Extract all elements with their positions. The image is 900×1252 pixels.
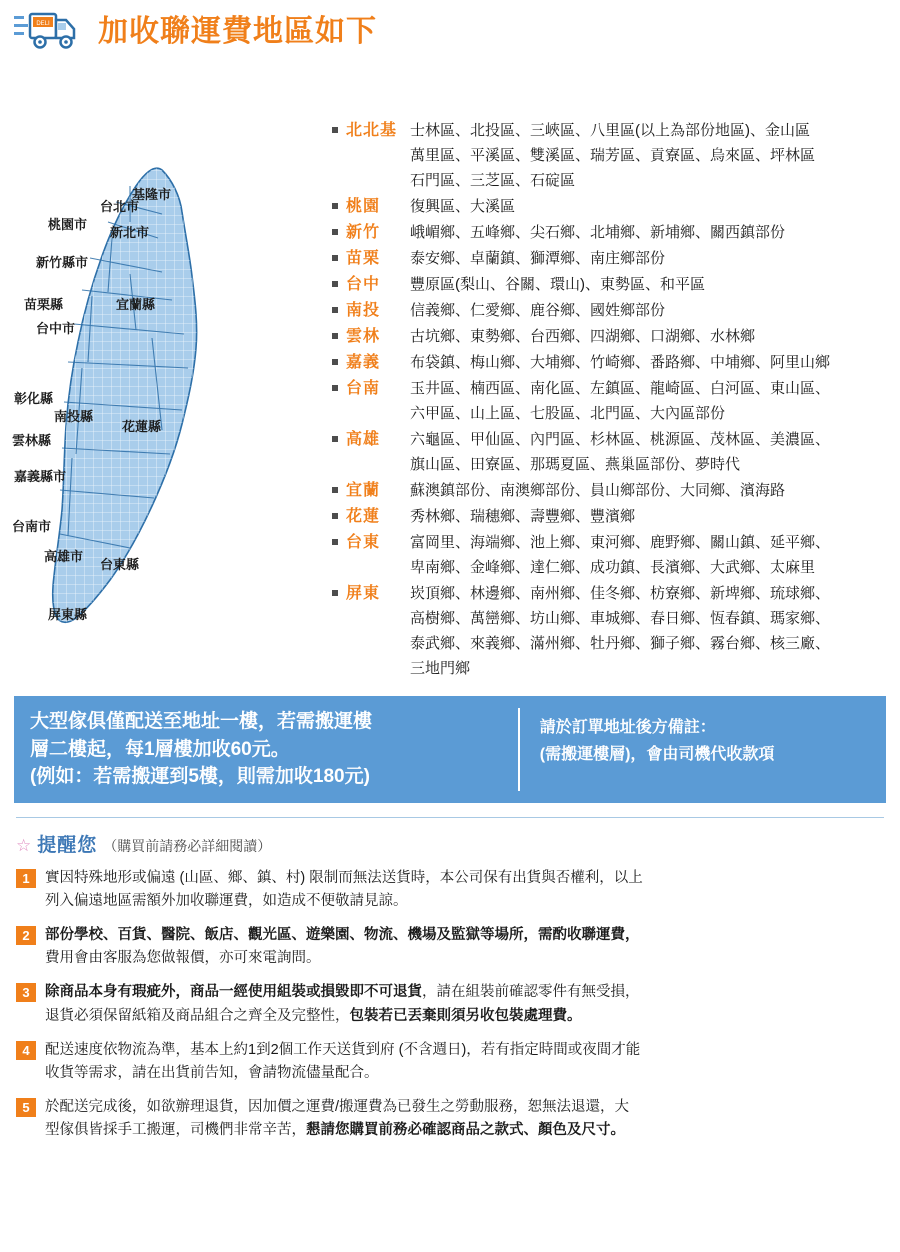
- notice-line: (例如：若需搬運到5樓，則需加收180元): [30, 766, 370, 788]
- main-content: [0, 58, 900, 682]
- area-detail-line: 秀林鄉、瑞穗鄉、壽豐鄉、豐濱鄉: [410, 508, 636, 525]
- note-line-part: 於配送完成後，如欲辦理退貨，因加價之運費/搬運費為已發生之勞動服務，恕無法退還，大: [45, 1099, 630, 1116]
- map-label-hualien: 花蓮縣: [122, 419, 162, 434]
- area-name: 嘉義: [346, 354, 381, 371]
- area-row: [332, 478, 888, 503]
- area-detail-line: 六甲區、山上區、七股區、北門區、大內區部份: [410, 405, 726, 422]
- bullet-icon: [332, 350, 346, 365]
- area-detail: [410, 504, 888, 529]
- area-name: 北北基: [346, 122, 398, 139]
- area-row: [332, 298, 888, 323]
- note-number: 3: [16, 983, 36, 1002]
- area-detail-line: 玉井區、楠西區、南化區、左鎮區、龍崎區、白河區、東山區、: [410, 380, 831, 397]
- area-detail-line: 豐原區(梨山、谷關、環山)、東勢區、和平區: [410, 276, 705, 293]
- map-label-hsinchu: 新竹縣市: [36, 255, 89, 270]
- map-label-newtaipei: 新北市: [110, 225, 150, 240]
- note-number: 5: [16, 1098, 36, 1117]
- area-name: 南投: [346, 302, 381, 319]
- area-detail: [410, 324, 888, 349]
- bullet-icon: [332, 220, 346, 235]
- area-name: 高雄: [346, 431, 381, 448]
- map-label-kaohsiung: 高雄市: [44, 549, 84, 564]
- map-label-taitung: 台東縣: [100, 557, 140, 572]
- area-detail: [410, 530, 888, 580]
- area-detail: [410, 427, 888, 477]
- bullet-icon: [332, 118, 346, 133]
- area-detail: [410, 376, 888, 426]
- area-detail-line: 三地門鄉: [410, 660, 471, 677]
- area-detail-line: 六龜區、甲仙區、內門區、杉林區、桃源區、茂林區、美濃區、: [410, 431, 831, 448]
- area-detail-line: 士林區、北投區、三峽區、八里區(以上為部份地區)、金山區: [410, 122, 810, 139]
- map-label-tainan: 台南市: [12, 519, 52, 534]
- area-name: 苗栗: [346, 250, 381, 267]
- bullet-icon: [332, 246, 346, 261]
- note-text: [45, 924, 884, 970]
- area-row: [332, 118, 888, 193]
- map-label-taichung: 台中市: [36, 321, 76, 336]
- notice-line: 請於訂單地址後方備註：: [539, 719, 716, 736]
- bullet-icon: [332, 324, 346, 339]
- taiwan-map-graphic: [12, 62, 332, 662]
- note-item: [16, 1039, 884, 1085]
- bullet-icon: [332, 376, 346, 391]
- bullet-icon: [332, 504, 346, 519]
- page-title: 加收聯運費地區如下: [98, 14, 377, 48]
- area-detail-line: 古坑鄉、東勢鄉、台西鄉、四湖鄉、口湖鄉、水林鄉: [410, 328, 756, 345]
- area-name: 屏東: [346, 585, 381, 602]
- star-icon: ☆: [16, 835, 32, 855]
- area-detail-line: 泰安鄉、卓蘭鎮、獅潭鄉、南庄鄉部份: [410, 250, 666, 267]
- note-line-part: 部份學校、百貨、醫院、飯店、觀光區、遊樂園、物流、機場及監獄等場所，需酌收聯運費，: [45, 927, 640, 944]
- notice-line: 大型傢俱僅配送至地址一樓，若需搬運樓: [30, 711, 373, 732]
- note-item: [16, 981, 884, 1027]
- notice-line: 層二樓起，每1層樓加收60元。: [30, 738, 290, 760]
- area-detail: [410, 246, 888, 271]
- map-label-pingtung: 屏東縣: [48, 607, 88, 622]
- area-detail-line: 復興區、大溪區: [410, 198, 516, 215]
- reminder-title: 提醒您: [37, 834, 98, 856]
- note-item: [16, 867, 884, 913]
- area-name: 新竹: [346, 224, 381, 241]
- note-text: [45, 1096, 884, 1142]
- note-line-part: 實因特殊地形或偏遠 (山區、鄉、鎮、村) 限制而無法送貨時，本公司保有出貨與否權利，以上: [45, 869, 643, 886]
- area-row: [332, 324, 888, 349]
- area-name: 台南: [346, 380, 381, 397]
- area-row: [332, 220, 888, 245]
- note-line-part: 退貨必須保留紙箱及商品組合之齊全及完整性，: [45, 1007, 350, 1024]
- bullet-icon: [332, 298, 346, 313]
- bullet-icon: [332, 478, 346, 493]
- notice-right-text: [520, 708, 886, 791]
- area-row: [332, 246, 888, 271]
- area-detail-line: 旗山區、田寮區、那瑪夏區、燕巢區部份、夢時代: [410, 456, 741, 473]
- note-line-part: 懇請您購買前務必確認商品之款式、顏色及尺寸。: [306, 1122, 625, 1139]
- bullet-icon: [332, 427, 346, 442]
- map-label-keelung: 基隆市: [132, 187, 172, 202]
- area-row: [332, 504, 888, 529]
- area-detail: [410, 350, 888, 375]
- area-row: [332, 350, 888, 375]
- area-detail-line: 泰武鄉、來義鄉、滿州鄉、牡丹鄉、獅子鄉、霧台鄉、核三廠、: [410, 635, 831, 652]
- map-label-taoyuan: 桃園市: [48, 217, 88, 232]
- area-detail-line: 卑南鄉、金峰鄉、達仁鄉、成功鎮、長濱鄉、大武鄉、太麻里: [410, 559, 816, 576]
- area-detail-line: 崁頂鄉、林邊鄉、南州鄉、佳冬鄉、枋寮鄉、新埤鄉、琉球鄉、: [410, 585, 831, 602]
- reminder-heading: [16, 830, 884, 857]
- area-row: [332, 194, 888, 219]
- delivery-truck-icon: [14, 8, 88, 54]
- note-text: [45, 1039, 884, 1085]
- area-row: [332, 427, 888, 477]
- note-line-part: 包裝若已丟棄則須另收包裝處理費。: [349, 1007, 582, 1024]
- area-name: 宜蘭: [346, 482, 381, 499]
- area-detail-line: 峨嵋鄉、五峰鄉、尖石鄉、北埔鄉、新埔鄉、關西鎮部份: [410, 224, 786, 241]
- area-detail-line: 高樹鄉、萬巒鄉、坊山鄉、車城鄉、春日鄉、恆春鎮、瑪家鄉、: [410, 610, 831, 627]
- notice-left-text: [14, 708, 520, 791]
- area-detail: [410, 118, 888, 193]
- area-name: 台中: [346, 276, 381, 293]
- svg-text:DELI: DELI: [36, 21, 50, 27]
- area-row: [332, 581, 888, 681]
- area-detail: [410, 220, 888, 245]
- area-row: [332, 530, 888, 580]
- notice-line: (需搬運樓層)，會由司機代收款項: [539, 746, 775, 764]
- map-label-chiayi: 嘉義縣市: [14, 469, 67, 484]
- area-name: 台東: [346, 534, 381, 551]
- note-line-part: ，請在組裝前確認零件有無受損，: [422, 984, 640, 1001]
- area-row: [332, 376, 888, 426]
- area-name: 花蓮: [346, 508, 381, 525]
- bullet-icon: [332, 530, 346, 545]
- bullet-icon: [332, 581, 346, 596]
- area-detail: [410, 581, 888, 681]
- note-text: [45, 867, 884, 913]
- reminder-section: [16, 817, 884, 1143]
- note-line-part: 配送速度依物流為準，基本上約1到2個工作天送貨到府 (不含週日)，若有指定時間或夜間才能: [45, 1041, 641, 1058]
- surcharge-area-list: [332, 62, 888, 682]
- area-detail: [410, 272, 888, 297]
- note-line-part: 型傢俱皆採手工搬運，司機們非常辛苦，: [45, 1122, 306, 1139]
- area-detail: [410, 298, 888, 323]
- note-line-part: 費用會由客服為您做報價，亦可來電詢問。: [45, 950, 321, 967]
- note-text: [45, 981, 884, 1027]
- page-header: [0, 0, 900, 58]
- area-detail-line: 石門區、三芝區、石碇區: [410, 172, 576, 189]
- map-label-miaoli: 苗栗縣: [24, 297, 64, 312]
- area-detail-line: 富岡里、海端鄉、池上鄉、東河鄉、鹿野鄉、關山鎮、延平鄉、: [410, 534, 831, 551]
- area-name: 雲林: [346, 328, 381, 345]
- note-item: [16, 1096, 884, 1142]
- area-detail-line: 蘇澳鎮部份、南澳鄉部份、員山鄉部份、大同鄉、濱海路: [410, 482, 786, 499]
- map-label-yilan: 宜蘭縣: [116, 297, 156, 312]
- map-label-taipei: 台北市: [100, 199, 140, 214]
- note-number: 2: [16, 926, 36, 945]
- area-detail-line: 萬里區、平溪區、雙溪區、瑞芳區、貢寮區、烏來區、坪林區: [410, 147, 816, 164]
- reminder-subtitle: （購買前請務必詳細閱讀）: [103, 837, 272, 854]
- area-detail: [410, 478, 888, 503]
- note-line-part: 列入偏遠地區需額外加收聯運費，如造成不便敬請見諒。: [45, 892, 408, 909]
- bullet-icon: [332, 272, 346, 287]
- taiwan-map: [12, 62, 332, 682]
- note-number: 4: [16, 1041, 36, 1060]
- map-label-yunlin: 雲林縣: [12, 433, 52, 448]
- area-detail-line: 信義鄉、仁愛鄉、鹿谷鄉、國姓鄉部份: [410, 302, 666, 319]
- map-label-nantou: 南投縣: [54, 409, 94, 424]
- map-label-changhua: 彰化縣: [14, 391, 54, 406]
- note-number: 1: [16, 869, 36, 888]
- area-row: [332, 272, 888, 297]
- delivery-surcharge-notice: [14, 696, 886, 803]
- note-item: [16, 924, 884, 970]
- note-line-part: 收貨等需求，請在出貨前告知，會請物流儘量配合。: [45, 1064, 379, 1081]
- bullet-icon: [332, 194, 346, 209]
- area-detail: [410, 194, 888, 219]
- area-detail-line: 布袋鎮、梅山鄉、大埔鄉、竹崎鄉、番路鄉、中埔鄉、阿里山鄉: [410, 354, 831, 371]
- note-line-part: 除商品本身有瑕疵外，商品一經使用組裝或損毀即不可退貨: [45, 984, 422, 1001]
- area-name: 桃園: [346, 198, 381, 215]
